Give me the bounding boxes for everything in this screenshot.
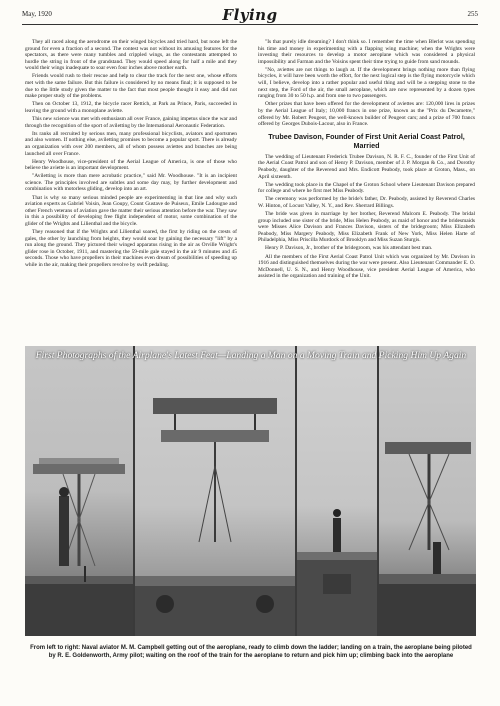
photo-plane-over-train <box>135 346 295 636</box>
right-column <box>258 39 475 281</box>
paragraph: That is why so many serious minded people are experimenting in that line and why such aviation experts as Gabriel Voisin, Jean Goupy, Count Gustave de Puiseux, Emile Ladougne and other French veterans of aviation gave the matter their serious attention before the war. They saw in this a possibility of developing free flight independent of motor, some combination of the glider of the Wrights and Lilienthal and the bicycle. <box>25 194 237 227</box>
header-rule <box>22 24 478 25</box>
paragraph: Its ranks all recruited by serious men, many professional bicyclists, aviators and sportsmen and also women. If nothing else, aviletting promises to become a popular sport. There is already an organization with over 200 members, all of whom possess aviettes and branches are being launched all over France. <box>25 130 237 157</box>
photo-panel-2 <box>135 346 295 636</box>
photo-aviator-leaving-plane <box>25 346 133 636</box>
paragraph: The wedding of Lieutenant Frederick Trubee Davison, N. R. F. C., founder of the First Unit of the Aerial Coast Patrol and son of Henry P. Davison, member of J. P. Morgan & Co., and Dorothy Peabody, daughter of the Reverend and Mrs. Endicott Peabody, took place at Groton, Mass., on April sixteenth. <box>258 153 475 180</box>
paragraph: They all raced along the aerodrome on their winged bicycles and tried hard, but none left the ground for even a fraction of a second. The contest was not without its amusing features for the spectators, as there were many tumbles and crippled wings, as the contestants attempted to hurdle the string in front of the grandstand. They would speed along for half a mile and they would their wings inadequate to soar even four inches above mother earth. <box>25 39 237 72</box>
paragraph: This new science was met with enthusiasm all over France, gaining impetus since the war and through the recognition of the sport of aviletting by the International Aeronautic Federation. <box>25 116 237 129</box>
paragraph: Henry Woodhouse, vice-president of the Aerial League of America, is one of those who believe the aviette is an important development. <box>25 158 237 172</box>
photo-waiting-on-train-roof <box>297 346 377 636</box>
photo-climbing-back <box>379 346 476 636</box>
photo-panel-3 <box>297 346 377 636</box>
paragraph: The ceremony was performed by the bride's father, Dr. Peabody, assisted by Reverend Charles W. Hinton, of Locust Valley, N. Y., and Rev. Sherrard Billings. <box>258 196 475 209</box>
paragraph: "Is that purely idle dreaming? I don't think so. I remember the time when Blerlot was spending his time and money in experimenting with a flapping wing machine; when the Wrights were investing their resources to develop a motor aeroplane which was considered a physical impossibility and Farman and the Voisins spent their time trying to guide from sand mounds. <box>258 39 475 65</box>
paragraph: Friends would rush to their rescue and help to clear the track for the next one, whose efforts met with the same failure. But this failure is considered by no means final; it is supposed to be due to the little study given the matter to the fact that most people thought it easy and did not make proper study of the problems. <box>25 73 237 100</box>
photo-caption: From left to right: Naval aviator M. M. Campbell getting out of the aeroplane, ready to climb down the ladder; landing on a train, the aeroplane being piloted by R. E. Goldenworth, Army pilot; waiting on the roof of the train for the aeroplane to return and pick him up; climbing back into the aeroplane <box>30 645 472 659</box>
paragraph: Then on October 13, 1912, the bicycle racer Rettich, at Park au Prince, Paris, succeeded in leaving the ground with a monoplane aviette. <box>25 101 237 114</box>
paragraph: "No, aviettes are not things to laugh at. If the development brings nothing more than flying bicycles, it will have been worth the effort, for the next logical step is the flying motorcycle which will, I believe, develop into a rather popular and useful thing and will be a stepping stone to the next step, the Ford of the air, the small aeroplane, which are now represented by a dozen types ranging from 30 to 50 h.p. and from one to two passengers. <box>258 66 475 100</box>
paragraph: The wedding took place in the Chapel of the Groton School where Lieutenant Davison prepared for college and where he first met Miss Peabody. <box>258 181 475 195</box>
issue-date: May, 1920 <box>22 10 52 18</box>
photo-panel-1 <box>25 346 133 636</box>
page-header <box>22 6 478 26</box>
paragraph: Henry P. Davison, Jr., brother of the bridegroom, was his attendant best man. <box>265 245 433 252</box>
photo-strip <box>25 346 476 636</box>
paragraph: "Aviletting is more than mere acrobatic practice," said Mr. Woodhouse. "It is an incipient science. The principles involved are subtles and some day may, by further development and combination with motorless gliding, develop into an art. <box>25 173 237 193</box>
paragraph: They reasoned that if the Wrights and Lilienthal soared, the first by riding on the crests of gales, the other by launching from heights, they would soar by gaining the necessary "lift" by a run along the ground. They pictured their winged apparatus rising in the air as Orville Wright's glider rose in October, 1911, and mastering the 59-mile gale stayed in the air 9 minutes and 45 seconds. Those who have propellers in their machines even dream of possibilities of speeding up while in the air, making their propellers revolve by swift pedaling. <box>25 229 237 268</box>
photo-panel-4 <box>379 346 476 636</box>
masthead: Flying <box>222 6 278 24</box>
photo-title: First Photographs of the Airplane's Latest Feat—Landing a Man on a Moving Train and Picking Him Up Again <box>35 350 467 361</box>
page-number: 255 <box>467 10 478 18</box>
section-heading: Trubee Davison, Founder of First Unit Aerial Coast Patrol, Married <box>268 131 465 150</box>
paragraph: Other prizes that have been offered for the development of aviettes are: 120,000 lires in prizes by the Aerial League of Italy; 10,000 francs in one prize, known as the "Prix du Decametre," offered by Mr. Robert Peugeot, the well-known builder of Peugeot cars; and a prize of 700 francs offered by Georges Dubois-Lacour, also in France. <box>258 101 475 128</box>
paragraph: All the members of the First Aerial Coast Patrol Unit which was organized by Mr. Davison in 1916 and distinguished themselves during the war were present. Also Lieutenant Commander E. O. McDonnell, U. S. N., and Henry Woodhouse, vice president Aerial League of America, who assisted in the organization and training of the Unit. <box>258 253 475 280</box>
left-column <box>25 39 237 270</box>
paragraph: The bride was given in marriage by her brother, Reverend Malcom E. Peabody. The bridal group included one sister of the bride, Miss Helen Peabody, as maid of honor and the bridesmaids were Misses Alice Davison and Frances Davison, sisters of the bridegroom; Miss Elizabeth Peabody, Miss Margery Peabody, Miss Elizabeth Frank of New York, Miss Helen Harte of Philadelphia, Miss Priscilla Murdock of Brooklyn and Miss Suzan Sturgis. <box>258 210 475 244</box>
